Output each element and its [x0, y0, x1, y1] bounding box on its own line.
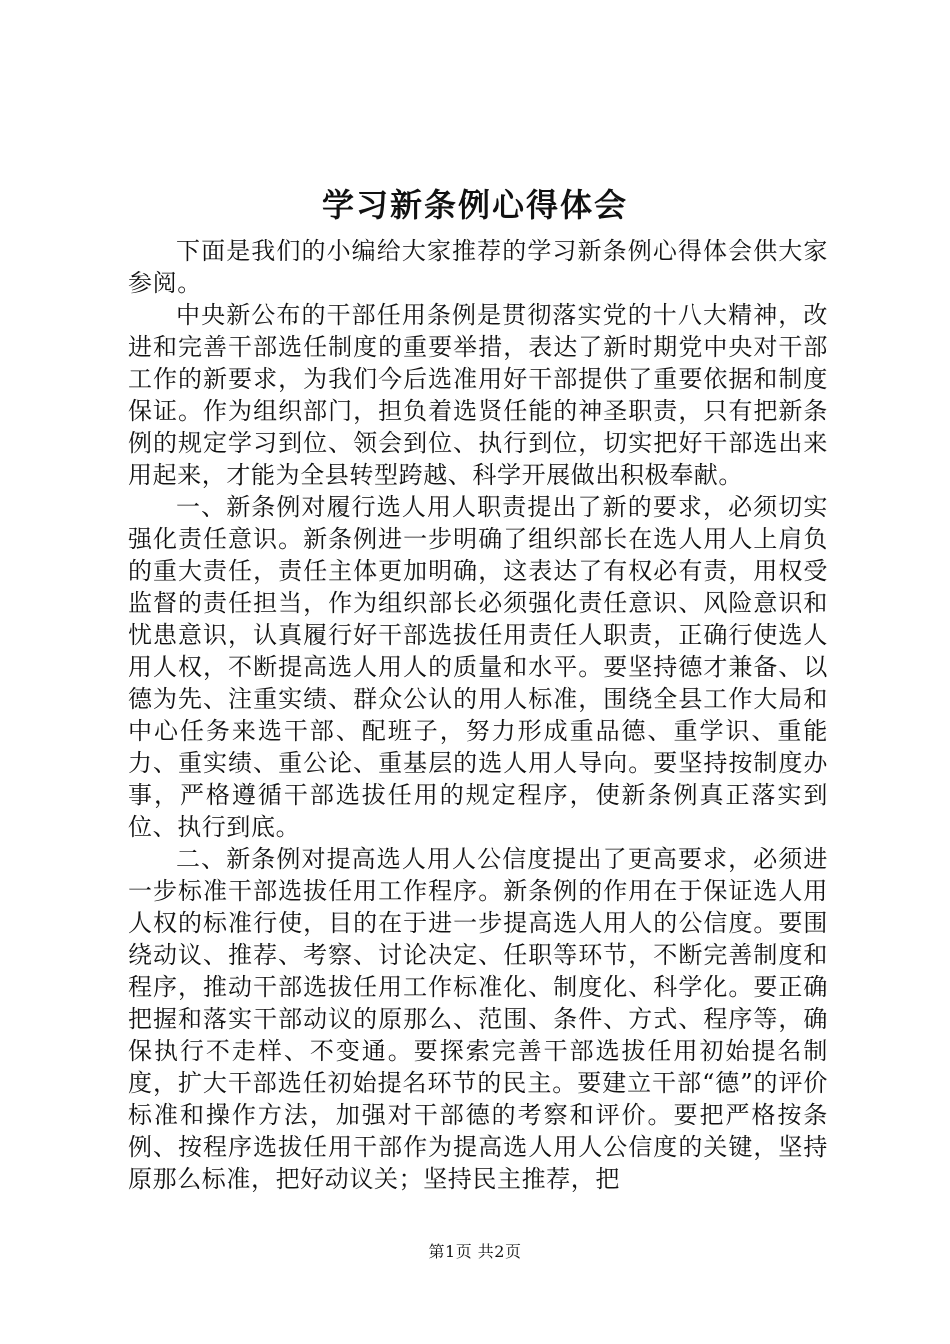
document-body — [128, 235, 828, 1195]
page-number-footer: 第1页 共2页 — [428, 1242, 522, 1261]
intro-paragraph: 下面是我们的小编给大家推荐的学习新条例心得体会供大家参阅。 — [128, 237, 828, 297]
section-two-paragraph: 二、新条例对提高选人用人公信度提出了更高要求，必须进一步标准干部选拔任用工作程序。新条例的作用在于保证选人用人权的标准行使，目的在于进一步提高选人用人的公信度。要围绕动议、推荐、考察、讨论决定、任职等环节，不断完善制度和程序，推动干部选拔任用工作标准化、制度化、科学化。要正确把握和落实干部动议的原那么、范围、条件、方式、程序等，确保执行不走样、不变通。要探索完善干部选拔任用初始提名制度，扩大干部选任初始提名环节的民主。要建立干部“德”的评价标准和操作方法，加强对干部德的考察和评价。要把严格按条例、按程序选拔任用干部作为提高选人用人公信度的关键，坚持原那么标准，把好动议关；坚持民主推荐，把 — [128, 845, 828, 1193]
background-paragraph: 中央新公布的干部任用条例是贯彻落实党的十八大精神，改进和完善干部选任制度的重要举措，表达了新时期党中央对干部工作的新要求，为我们今后选准用好干部提供了重要依据和制度保证。作为组织部门，担负着选贤任能的神圣职责，只有把新条例的规定学习到位、领会到位、执行到位，切实把好干部选出来用起来，才能为全县转型跨越、科学开展做出积极奉献。 — [128, 301, 828, 489]
document-title: 学习新条例心得体会 — [321, 186, 628, 224]
section-one-paragraph: 一、新条例对履行选人用人职责提出了新的要求，必须切实强化责任意识。新条例进一步明确了组织部长在选人用人上肩负的重大责任，责任主体更加明确，这表达了有权必有责，用权受监督的责任担当，作为组织部长必须强化责任意识、风险意识和忧患意识，认真履行好干部选拔任用责任人职责，正确行使选人用人权，不断提高选人用人的质量和水平。要坚持德才兼备、以德为先、注重实绩、群众公认的用人标准，围绕全县工作大局和中心任务来选干部、配班子，努力形成重品德、重学识、重能力、重实绩、重公论、重基层的选人用人导向。要坚持按制度办事，严格遵循干部选拔任用的规定程序，使新条例真正落实到位、执行到底。 — [128, 493, 828, 841]
